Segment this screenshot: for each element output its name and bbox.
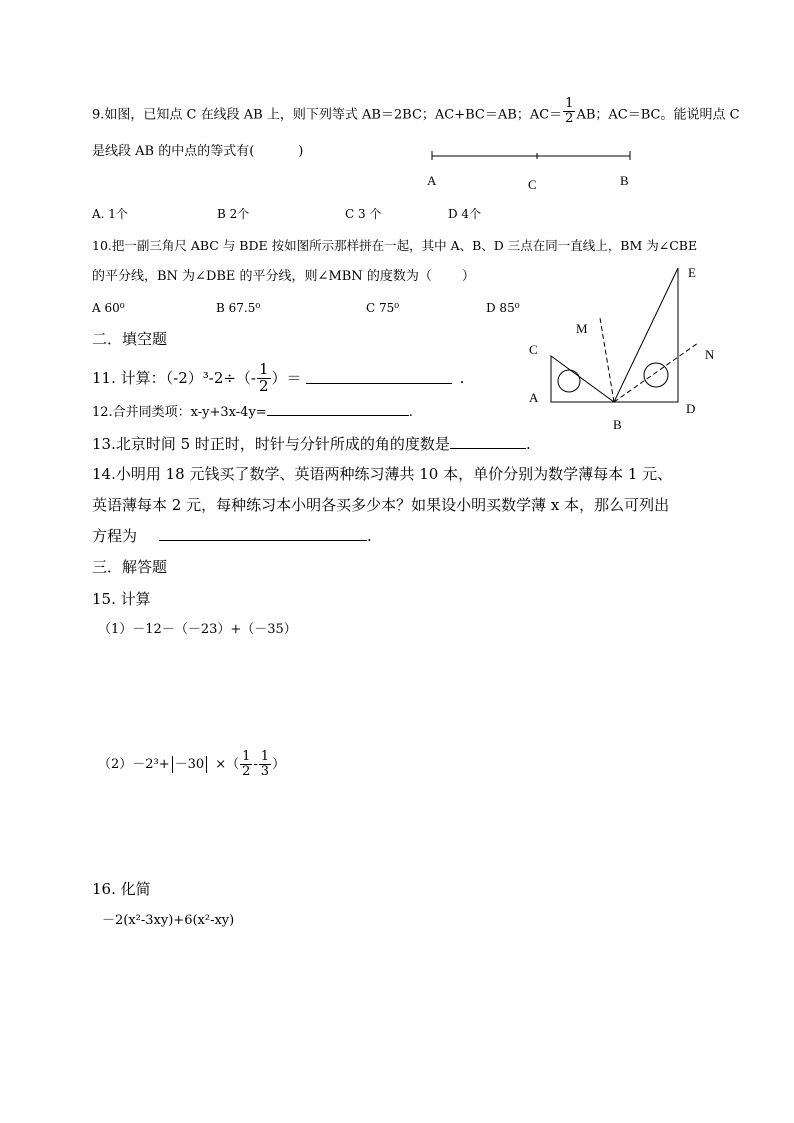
q10-label-n: N — [705, 347, 715, 362]
q14-line3: 方程为 . — [92, 527, 372, 545]
q10-label-a: A — [529, 390, 539, 405]
absolute-value: －30 — [172, 756, 208, 773]
q10-option-c: C 75⁰ — [366, 301, 400, 315]
q9-fraction: $\frac{1}{2}$ — [565, 96, 574, 126]
q10-label-b: B — [613, 417, 622, 432]
q11-fraction: $\frac{1}{2}$ — [259, 360, 269, 395]
q11-line: 11. 计算：（-2）³-2÷（- $\frac{1}{2}$ ）＝ . — [92, 360, 465, 395]
q10-label-c: C — [529, 342, 538, 357]
q9-option-c: C 3 个 — [345, 207, 382, 221]
q10-option-a: A 60⁰ — [92, 301, 125, 315]
q12-answer-blank[interactable] — [267, 405, 409, 416]
q13-answer-blank[interactable] — [450, 438, 526, 449]
q10-label-e: E — [688, 265, 696, 280]
q14-answer-blank[interactable] — [159, 530, 367, 541]
q9-line1: 9.如图，已知点 C 在线段 AB 上，则下列等式 AB＝2BC；AC+BC＝AB；AC＝ $\frac{1}{2}$ AB；AC＝BC。能说明点 C — [92, 96, 740, 126]
section-fill-in-heading: 二．填空题 — [92, 330, 168, 348]
section-solve-heading: 三．解答题 — [92, 558, 168, 576]
q13-line: 13.北京时间 5 时正时，时针与分针所成的角的度数是 . — [92, 435, 531, 453]
q9-line2: 是线段 AB 的中点的等式有( ) — [92, 144, 304, 159]
q10-option-d: D 85⁰ — [486, 301, 520, 315]
q9-label-b: B — [620, 173, 629, 188]
q16-title: 16. 化简 — [92, 880, 151, 898]
q12-line: 12.合并同类项：x-y+3x-4y= . — [92, 405, 413, 420]
q10-label-m: M — [576, 321, 588, 336]
q15-title: 15. 计算 — [92, 590, 151, 608]
q10-option-b: B 67.5⁰ — [216, 301, 261, 315]
q10-line1: 10.把一副三角尺 ABC 与 BDE 按如图所示那样拼在一起，其中 A、B、D 三点在同一直线上，BM 为∠CBE — [92, 238, 698, 253]
q15-part2: （2）－2³+ －30 ×（ $\frac{1}{2}$ - $\frac{1}{3}$ ） — [98, 749, 286, 779]
q14-line1: 14.小明用 18 元钱买了数学、英语两种练习薄共 10 本，单价分别为数学薄每本 1 元、 — [92, 465, 673, 483]
q10-line2: 的平分线，BN 为∠DBE 的平分线，则∠MBN 的度数为（ ） — [92, 269, 475, 284]
q9-label-a: A — [427, 173, 437, 188]
q9-option-d: D 4个 — [448, 207, 482, 221]
q9-option-a: A. 1个 — [92, 207, 128, 221]
q14-line2: 英语薄每本 2 元，每种练习本小明各买多少本？如果设小明买数学薄 x 本，那么可列出 — [92, 496, 670, 514]
q15-fraction-third: $\frac{1}{3}$ — [260, 749, 270, 779]
q10-label-d: D — [686, 401, 696, 416]
q15-part1: （1）－12－（－23）+（－35） — [98, 622, 297, 637]
q15-fraction-half: $\frac{1}{2}$ — [242, 749, 251, 779]
q9-option-b: B 2个 — [217, 207, 250, 221]
q11-answer-blank[interactable] — [306, 373, 452, 384]
q9-label-c: C — [528, 177, 537, 192]
q16-expression: －2(x²-3xy)+6(x²-xy) — [102, 913, 235, 928]
